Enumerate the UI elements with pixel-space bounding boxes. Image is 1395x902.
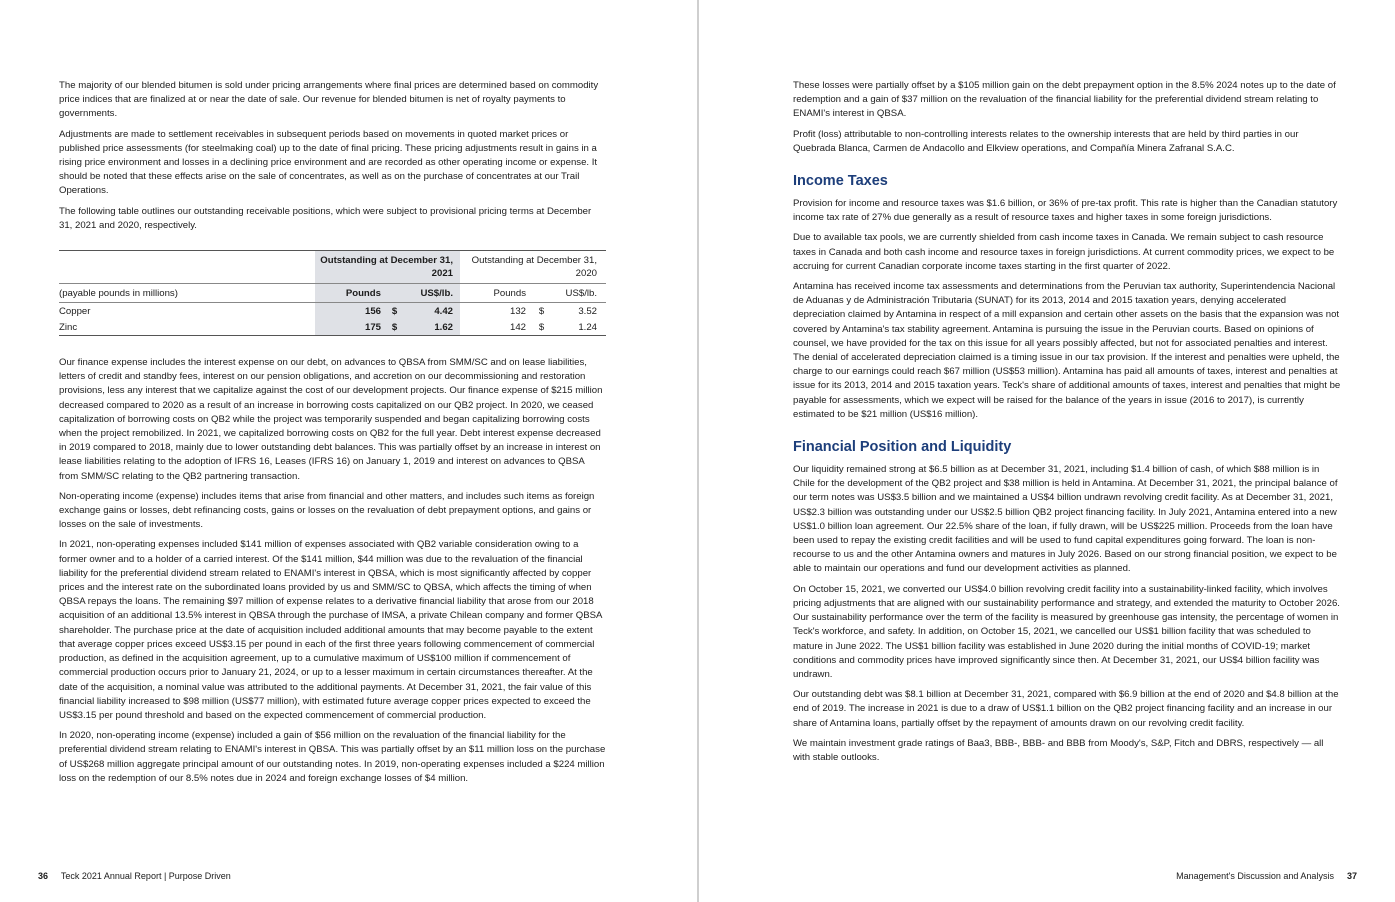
table-row <box>59 303 606 320</box>
paragraph: In 2020, non-operating income (expense) included a gain of $56 million on the revaluation of the financial liability for the preferential dividend stream relating to ENAMI's interest in QBSA. This was partially offset by an $11 million loss on the purchase of US$268 million aggregate principal amount of our outstanding notes. In 2019, non-operating expenses included a $224 million loss on the redemption of our 8.5% notes due in 2024 and foreign exchange losses of $4 million. <box>59 730 606 784</box>
footer-text: Teck 2021 Annual Report | Purpose Driven <box>60 871 231 881</box>
right-column <box>793 79 1341 771</box>
paragraph: The following table outlines our outstanding receivable positions, which were subject to provisional pricing terms at December 31, 2021 and 2020, respectively. <box>59 205 592 231</box>
paragraph: On October 15, 2021, we converted our US$4.0 billion revolving credit facility into a sustainability-linked facility, which involves pricing adjustments that are aligned with our sustainability performance and strategy, and extended the maturity to October 2026. Our sustainability performance over the term of the facility is measured by greenhouse gas intensity, the percentage of women in Teck's workforce, and safety. In addition, on October 15, 2021, we cancelled our US$1 billion facility that was scheduled to mature in June 2022. The US$1 billion facility was established in June 2020 during the initial months of COVID-19; market conditions and commodity prices have improved significantly since then. At December 31, 2021, our US$4 billion facility was undrawn. <box>793 583 1340 680</box>
right-footer <box>1176 871 1357 881</box>
paragraph: Our finance expense includes the interest expense on our debt, on advances to QBSA from SMM/SC and on lease liabilities, letters of credit and standby fees, interest on our pension obligations, and accretion on our decommissioning and restoration provisions, less any interest that we capitalize against the cost of our development projects. Our finance expense of $215 million decreased compared to 2020 as a result of an increase in borrowing costs capitalized on our QB2 project. In 2020, we ceased capitalization of borrowing costs on QB2 while the project was temporarily suspended and began capitalizing borrowing costs when the project remobilized. In 2021, we capitalized borrowing costs on QB2 for the full year. Debt interest expense decreased in 2019 compared to 2018, mainly due to lower outstanding debt balances. This was partially offset by an increase in interest on lease liabilities relating to the adoption of IFRS 16, Leases (IFRS 16) on January 1, 2019 and interest on advances to QBSA from SMM/SC relating to the QB2 partnering transaction. <box>59 357 603 482</box>
paragraph: Adjustments are made to settlement receivables in subsequent periods based on movements in quoted market prices or published price assessments (for steelmaking coal) up to the date of final pricing. These pricing adjustments result in gains in a rising price environment and losses in a declining price environment and are recorded as other operating income or expense. It should be noted that these effects arise on the sale of concentrates, as well as on the purchase of concentrates at our Trail Operations. <box>59 128 598 197</box>
pounds-2020: 132 <box>509 305 526 317</box>
paragraph: Non-operating income (expense) includes items that arise from financial and other matters, and includes such items as foreign exchange gains or losses, debt refinancing costs, gains or losses on the revaluation of debt prepayment options, and gains or losses on the sale of investments. <box>59 490 595 531</box>
pounds-header-2020: Pounds <box>478 284 528 303</box>
section-heading-financial-position: Financial Position and Liquidity <box>793 439 1012 456</box>
table-header-row <box>59 251 606 284</box>
currency-symbol: $ <box>382 319 407 336</box>
paragraph: Profit (loss) attributable to non-controlling interests relates to the ownership interests that are held by third parties in our Quebrada Blanca, Carmen de Andacollo and Elkview operations, and Compañía Minera Zafranal S.A.C. <box>793 128 1299 154</box>
provisional-pricing-table <box>59 250 606 336</box>
pounds-header-2021: Pounds <box>315 284 382 303</box>
price-2021: 1.62 <box>407 319 460 336</box>
paragraph: Provision for income and resource taxes was $1.6 billion, or 36% of pre-tax profit. This rate is higher than the Canadian statutory income tax rate of 27% due generally as a result of resource taxes and higher taxes in some foreign jurisdictions. <box>793 198 1338 224</box>
page-number: 37 <box>1346 871 1357 881</box>
row-label: Zinc <box>59 319 315 336</box>
paragraph: These losses were partially offset by a $105 million gain on the debt prepayment option in the 8.5% 2024 notes up to the date of redemption and a gain of $37 million on the revaluation of the financial liability for the preferential dividend stream relating to ENAMI's interest in QBSA. <box>793 80 1336 120</box>
pounds-2021: 175 <box>315 319 382 336</box>
currency-symbol: $ <box>538 305 545 317</box>
units-label: (payable pounds in millions) <box>59 284 315 303</box>
paragraph: The majority of our blended bitumen is sold under pricing arrangements where final prices are determined based on commodity price indices that are finalized at or near the date of sale. Our revenue for blended bitumen is net of royalty payments to governments. <box>59 80 599 120</box>
table-row <box>59 319 606 336</box>
pounds-2021: 156 <box>315 303 382 320</box>
footer-text: Management's Discussion and Analysis <box>1176 871 1334 881</box>
price-2020: 3.52 <box>578 305 597 317</box>
paragraph: Our liquidity remained strong at $6.5 billion as at December 31, 2021, including $1.4 billion of cash, of which $88 million is in Chile for the development of the QB2 project and $38 million is held in Antamina. At December 31, 2021, the principal balance of our term notes was US$3.5 billion and we maintained a US$4 billion undrawn revolving credit facility. As at December 31, 2021, US$2.3 billion was outstanding under our US$2.5 billion QB2 project financing facility. In July 2021, Antamina entered into a new US$1.0 billion loan agreement. Our 22.5% share of the loan, if fully drawn, will be US$225 million. Proceeds from the loan have been used to repay the existing credit facilities and will be used to fund capital expenditures going forward. The loan is non-recourse to us and the other Antamina owners and matures in July 2026. Based on our strong financial position, we expect to be able to maintain our operations and fund our development activities as planned. <box>793 464 1338 575</box>
table-subheader-row <box>59 284 606 303</box>
price-header-2020: US$/lb. <box>555 284 606 303</box>
section-heading-income-taxes: Income Taxes <box>793 173 888 190</box>
left-footer <box>38 871 231 881</box>
price-header-2021: US$/lb. <box>407 284 460 303</box>
column-header-2020: Outstanding at December 31, 2020 <box>460 251 606 284</box>
left-page <box>0 0 697 902</box>
currency-symbol: $ <box>382 303 407 320</box>
paragraph: Antamina has received income tax assessments and determinations from the Peruvian tax authority, Superintendencia Nacional de Aduanas y de Administración Tributaria (SUNAT) for its 2013, 2014 and 2015 taxation years, denying accelerated depreciation claimed by Antamina in respect of a mill expansion and certain other assets on the basis that the expansion was not covered by Antamina's tax stability agreement. Antamina is pursuing the issue in the Peruvian courts. Based on opinions of counsel, we have provided for the tax on this issue for all years possibly affected, but not for associated penalties and interest. The denial of accelerated depreciation claimed is a timing issue in our tax provision. If the interest and penalties were upheld, the charge to our earnings could reach $67 million (US$53 million). Antamina has paid all amounts of taxes, interest and penalties at issue for its 2013, 2014 and 2015 taxation years. Teck's share of additional amounts of taxes, interest and penalties that might be payable for assessments, which we expect will be raised for the balance of the years in issue (2016 to 2017), is currently estimated to be $21 million (US$16 million). <box>793 281 1341 420</box>
currency-symbol: $ <box>528 319 555 336</box>
paragraph: In 2021, non-operating expenses included $141 million of expenses associated with QB2 variable consideration owing to a former owner and to a holder of a carried interest. Of the $141 million, $44 million was due to the revaluation of the financial liability for the preferential dividend stream related to ENAMI's interest in QBSA, which is most significantly affected by copper prices and the interest rate on the subordinated loans provided by us and SMM/SC to QBSA, which affects the timing of when QBSA repays the loans. The remaining $97 million of expense relates to a derivative financial liability that arose from our 2018 acquisition of an additional 13.5% interest in QBSA through the purchase of IMSA, a private Chilean company and former QBSA shareholder. The purchase price at the date of acquisition included additional amounts that may become payable to the extent that average copper prices exceed US$3.15 per pound in each of the first three years following commencement of commercial production, as defined in the acquisition agreement, up to a cumulative maximum of US$100 million if commencement of commercial production occurs prior to January 21, 2024, or up to a lesser maximum in certain circumstances thereafter. At the date of the acquisition, a nominal value was attributed to the additional payments. At December 31, 2021, the fair value of this financial liability increased to $98 million (US$77 million), with estimated future average copper prices expected to exceed the US$3.15 per pound threshold and based on the expected commencement of commercial production. <box>59 539 602 721</box>
pounds-2020: 142 <box>478 319 528 336</box>
price-2020: 1.24 <box>555 319 606 336</box>
row-label: Copper <box>59 305 91 317</box>
price-2021: 4.42 <box>407 303 460 320</box>
page-number: 36 <box>38 871 49 881</box>
column-header-2021: Outstanding at December 31, 2021 <box>315 251 460 284</box>
right-page <box>699 0 1395 902</box>
left-column <box>59 79 606 792</box>
paragraph: We maintain investment grade ratings of Baa3, BBB-, BBB- and BBB from Moody's, S&P, Fitch and DBRS, respectively — all with stable outlooks. <box>793 737 1324 763</box>
paragraph: Our outstanding debt was $8.1 billion at December 31, 2021, compared with $6.9 billion at the end of 2020 and $4.8 billion at the end of 2019. The increase in 2021 is due to a draw of US$1.1 billion on the QB2 project financing facility and an increase in our share of Antamina loans, partially offset by the repayment of amounts drawn on our revolving credit facility. <box>793 689 1339 729</box>
paragraph: Due to available tax pools, we are currently shielded from cash income taxes in Canada. We remain subject to cash resource taxes in Canada and both cash income and resource taxes in foreign jurisdictions. At current commodity prices, we expect to be accruing for current Canadian corporate income taxes starting in the first quarter of 2022. <box>793 232 1335 272</box>
